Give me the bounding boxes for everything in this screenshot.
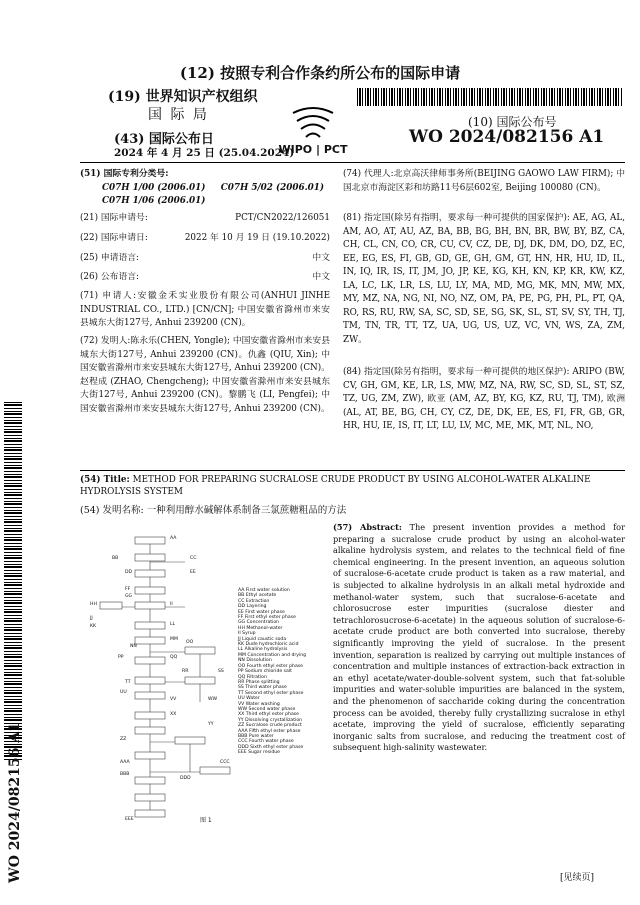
applicant-block	[80, 290, 330, 331]
legend-item: KK Dude hydrochloric acid	[238, 642, 299, 648]
agent-label: (74) 代理人:	[343, 169, 394, 179]
node-label: RR	[182, 669, 189, 674]
node-label: CC	[190, 556, 197, 561]
applicant: 安徽金禾实业股份有限公司(ANHUI JINHE INDUSTRIAL CO., LTD.) [CN/CN]; 中国安徽省滁州市来安县城东大街127号, Anhui 239200 (CN)。	[80, 291, 330, 328]
node-label: DD	[125, 570, 133, 575]
designated-states: AE, AG, AL, AM, AO, AT, AU, AZ, BA, BB, BG, BH, BN, BR, BW, BY, BZ, CA, CH, CL, CN, CO, CR, CU, CV, CZ, DE, DJ, DK, DM, DO, DZ, EC, EE, EG, ES, FI, GB, GD, GE, GH, GM, GT, HN, HR, HU, ID, IL, IN, IQ, IR, IS, IT, JM, JO, JP, KE, KG, KH, KN, KP, KR, KW, KZ, LA, LC, LK, LR, LS, LU, LY, MA, MD, MG, MK, MN, MW, MX, MY, MZ, NA, NG, NI, NO, NZ, OM, PA, PE, PG, PH, PL, PT, QA, RO, RS, RU, RW, SA, SC, SD, SE, SG, SK, SL, ST, SV, SY, TH, TJ, TM, TN, TR, TT, TZ, UA, UG, US, UZ, VC, VN, WS, ZA, ZM, ZW。	[343, 213, 625, 345]
header-divider	[80, 162, 625, 163]
node-label: MM	[170, 637, 178, 642]
abstract-label: (57) Abstract:	[333, 522, 402, 532]
pub-number: WO 2024/082156 A1	[409, 127, 605, 147]
legend-item: OO Fourth ethyl ester phase	[238, 663, 304, 669]
wipo-logo-text: WIPO | PCT	[278, 143, 348, 156]
node-label: SS	[218, 669, 224, 674]
node-label: BBB	[120, 772, 130, 777]
wipo-logo	[273, 105, 353, 165]
legend-item: UU Water	[238, 696, 260, 702]
legend-item: GG Concentration	[238, 620, 280, 626]
org-heading	[108, 86, 258, 106]
app-no-label: (21) 国际申请号:	[80, 213, 148, 223]
legend-item: RR Phase splitting	[238, 679, 280, 685]
node-label: CCC	[220, 760, 230, 765]
title-divider	[80, 470, 625, 471]
node-label: AAA	[120, 760, 130, 765]
legend-item: CC Extraction	[238, 598, 270, 604]
regions-label: (84) 指定国(除另有指明，要求每一种可提供的地区保护):	[343, 367, 570, 377]
legend-item: DD Layering	[238, 604, 267, 610]
applicant-label: (71) 申请人:	[80, 291, 137, 301]
continued-note: [见续页]	[560, 873, 595, 883]
node-label: JJ	[90, 616, 93, 621]
legend-item: EEE Sugar residue	[238, 750, 281, 756]
designated-regions: ARIPO (BW, CV, GH, GM, KE, LR, LS, MW, MZ, NA, RW, SC, SD, SL, ST, SZ, TZ, UG, ZM, ZW), 欧亚 (AM, AZ, BY, KG, KZ, RU, TJ, TM), 欧洲 (AL, AT, BE, BG, CH, CY, CZ, DE, DK, EE, ES, FI, FR, GB, GR, HR, HU, IE, IS, IT, LT, LU, LV, MC, ME, MK, MT, NL, NO,	[343, 367, 625, 431]
inventor-block	[80, 335, 330, 416]
figure-caption: 图 1	[200, 817, 212, 824]
title-cn-block	[80, 502, 625, 516]
filing-date-label: (22) 国际申请日:	[80, 233, 148, 243]
legend-item: FF First ethyl ester phase	[238, 615, 296, 621]
node-label: QQ	[170, 655, 178, 660]
node-label: OO	[186, 640, 194, 645]
ipc-class-2: C07H 5/02 (2006.01)	[220, 182, 325, 193]
legend-item: MM Concentration and drying	[238, 652, 307, 658]
node-label: YY	[208, 722, 214, 727]
pub-lang-row	[80, 271, 330, 285]
filing-lang-row	[80, 252, 330, 266]
legend-item: XX Third ethyl ester phase	[238, 712, 299, 718]
node-label: TT	[125, 680, 131, 685]
abstract-block	[333, 522, 625, 754]
legend-item: YY Dissolving crystallization	[238, 717, 303, 723]
ipc-label: (51) 国际专利分类号:	[80, 169, 169, 179]
document-title: (12) 按照专利合作条约所公布的国际申请	[179, 64, 461, 82]
legend-item: JJ Liquid caustic soda	[238, 636, 287, 642]
app-no: PCT/CN2022/126051	[235, 213, 330, 223]
title-cn: 一种利用醇水碱解体系制备三氯蔗糖粗品的方法	[146, 505, 347, 516]
node-label: VV	[170, 697, 177, 702]
top-barcode	[357, 88, 623, 106]
legend-item: BBB Pure water	[238, 733, 274, 739]
ipc-class-1: C07H 1/00 (2006.01)	[102, 182, 206, 193]
pub-date: 2024 年 4 月 25 日 (25.04.2024)	[114, 147, 295, 159]
pub-date-label: (43) 国际公布日	[114, 132, 214, 147]
filing-date-row	[80, 232, 330, 246]
legend-item: CCC Fourth water phase	[238, 739, 294, 745]
inventor-label: (72) 发明人:	[80, 336, 131, 346]
title-en: METHOD FOR PREPARING SUCRALOSE CRUDE PRODUCT BY USING ALCOHOL-WATER ALKALINE HYDROLYSIS SYSTEM	[80, 475, 591, 497]
states-label: (81) 指定国(除另有指明，要求每一种可提供的国家保护):	[343, 213, 570, 223]
legend-item: NN Dissolution	[238, 658, 272, 664]
states-block	[343, 212, 625, 347]
node-label: WW	[208, 697, 218, 702]
filing-lang: 中文	[312, 253, 330, 263]
node-label: DDD	[180, 776, 191, 781]
node-label: UU	[120, 690, 127, 695]
legend-item: DDD Sixth ethyl ester phase	[238, 744, 304, 750]
ipc-class-3: C07H 1/06 (2006.01)	[102, 196, 206, 206]
inventors: 陈永乐(CHEN, Yongle); 中国安徽省滁州市来安县城东大街127号, Anhui 239200 (CN)。仇鑫 (QIU, Xin); 中国安徽省滁州市来安县城东大街127号, Anhui 239200 (CN)。赵程成 (ZHAO, Chengcheng); 中国安徽省滁州市来安县城东大街127号, Anhui 239200 (CN)。黎鹏飞 (LI, Pengfei); 中国安徽省滁州市来安县城东大街127号, Anhui 239200 (CN)。	[80, 336, 330, 414]
filing-lang-label: (25) 申请语言:	[80, 253, 140, 263]
node-label: LL	[170, 622, 176, 627]
legend-item: AA First water solution	[238, 588, 290, 593]
agent: 北京高沃律师事务所(BEIJING GAOWO LAW FIRM); 中国北京市海淀区彩和坊路11号6层602室, Beijing 100080 (CN)。	[343, 169, 625, 193]
node-label: HH	[90, 602, 97, 607]
legend-item: EE First water phase	[238, 609, 285, 615]
wipo-emblem-icon	[273, 105, 353, 145]
org-subname: 国 际 局	[148, 107, 209, 123]
legend-item: QQ Filtration	[238, 674, 267, 680]
node-label: II	[170, 602, 173, 607]
node-label: GG	[125, 594, 133, 599]
legend-item: II Syrup	[238, 631, 256, 637]
node-label: BB	[112, 556, 119, 561]
figure-legend	[238, 588, 330, 756]
title-en-label: (54) Title:	[80, 475, 130, 485]
node-label: NN	[130, 644, 137, 649]
org-name: 世界知识产权组织	[145, 89, 258, 105]
legend-item: PP Sodium chloride salt	[238, 669, 292, 675]
legend-item: WW Second water phase	[238, 706, 296, 712]
node-label: EEE	[125, 817, 134, 822]
node-label: AA	[170, 536, 177, 541]
abstract-text: The present invention provides a method for preparing a sucralose crude product by using an alcohol-water alkaline hydrolysis system, and relates to the technical field of fine chemical engineering. In the present invention, an aqueous solution of sucralose-6-acetate crude product is taken as a raw material, and is subjected to alkaline hydrolysis in an alkali metal hydroxide and methanol-water system, such that sucralose-6-acetate and chlorosucrose ester impurities (sucralose diester and tetrachlorosucrose-6-acetate) in the aqueous solution of sucralose-6-acetate crude product are both converted into sucralose, thereby significantly improving the yield of sucralose. In the present invention, separation is realized by carrying out multiple instances of concentration and multiple instances of extraction-back extraction in an ethyl acetate/water-double-solvent system, such that fat-soluble impurities and water-soluble impurities are balanced in the system, and the phenomenon of saccharide coking during the concentration process can be avoided, thereby fully crystallizing sucralose in ethyl acetate, improving the yield of sucralose, efficiently separating inorganic salts from sucralose, and reducing the treatment cost of subsequent high-salinity wastewater.	[333, 522, 625, 753]
legend-item: SS Third water phase	[238, 685, 287, 691]
legend-item: BB Ethyl acetate	[238, 593, 277, 599]
node-label: FF	[125, 587, 131, 592]
side-pub-number: WO 2024/082156 A1	[7, 722, 23, 883]
title-cn-label: (54) 发明名称:	[80, 505, 144, 516]
legend-item: LL Alkaline hydrolysis	[238, 647, 288, 653]
node-label: EE	[190, 570, 196, 575]
ipc-block	[80, 168, 330, 209]
filing-date: 2022 年 10 月 19 日 (19.10.2022)	[184, 233, 330, 243]
node-label: KK	[90, 624, 97, 629]
legend-item: TT Second ethyl ester phase	[238, 690, 304, 696]
title-en-block	[80, 474, 625, 498]
legend-item: HH Methanol-water	[238, 625, 283, 631]
app-no-row	[80, 212, 330, 226]
node-label: PP	[118, 655, 124, 660]
figure-flowchart	[90, 532, 330, 832]
pub-lang-label: (26) 公布语言:	[80, 272, 140, 282]
pub-lang: 中文	[312, 272, 330, 282]
legend-item: ZZ Sucralose crude product	[238, 723, 302, 729]
node-label: ZZ	[120, 737, 127, 742]
regions-block	[343, 366, 625, 434]
org-number: (19)	[108, 89, 141, 105]
legend-item: VV Water washing	[238, 701, 280, 707]
legend-item: AAA Fifth ethyl ester phase	[238, 728, 301, 734]
agent-block	[343, 168, 625, 195]
pub-num-label: (10) 国际公布号	[468, 115, 557, 129]
node-label: XX	[170, 712, 177, 717]
